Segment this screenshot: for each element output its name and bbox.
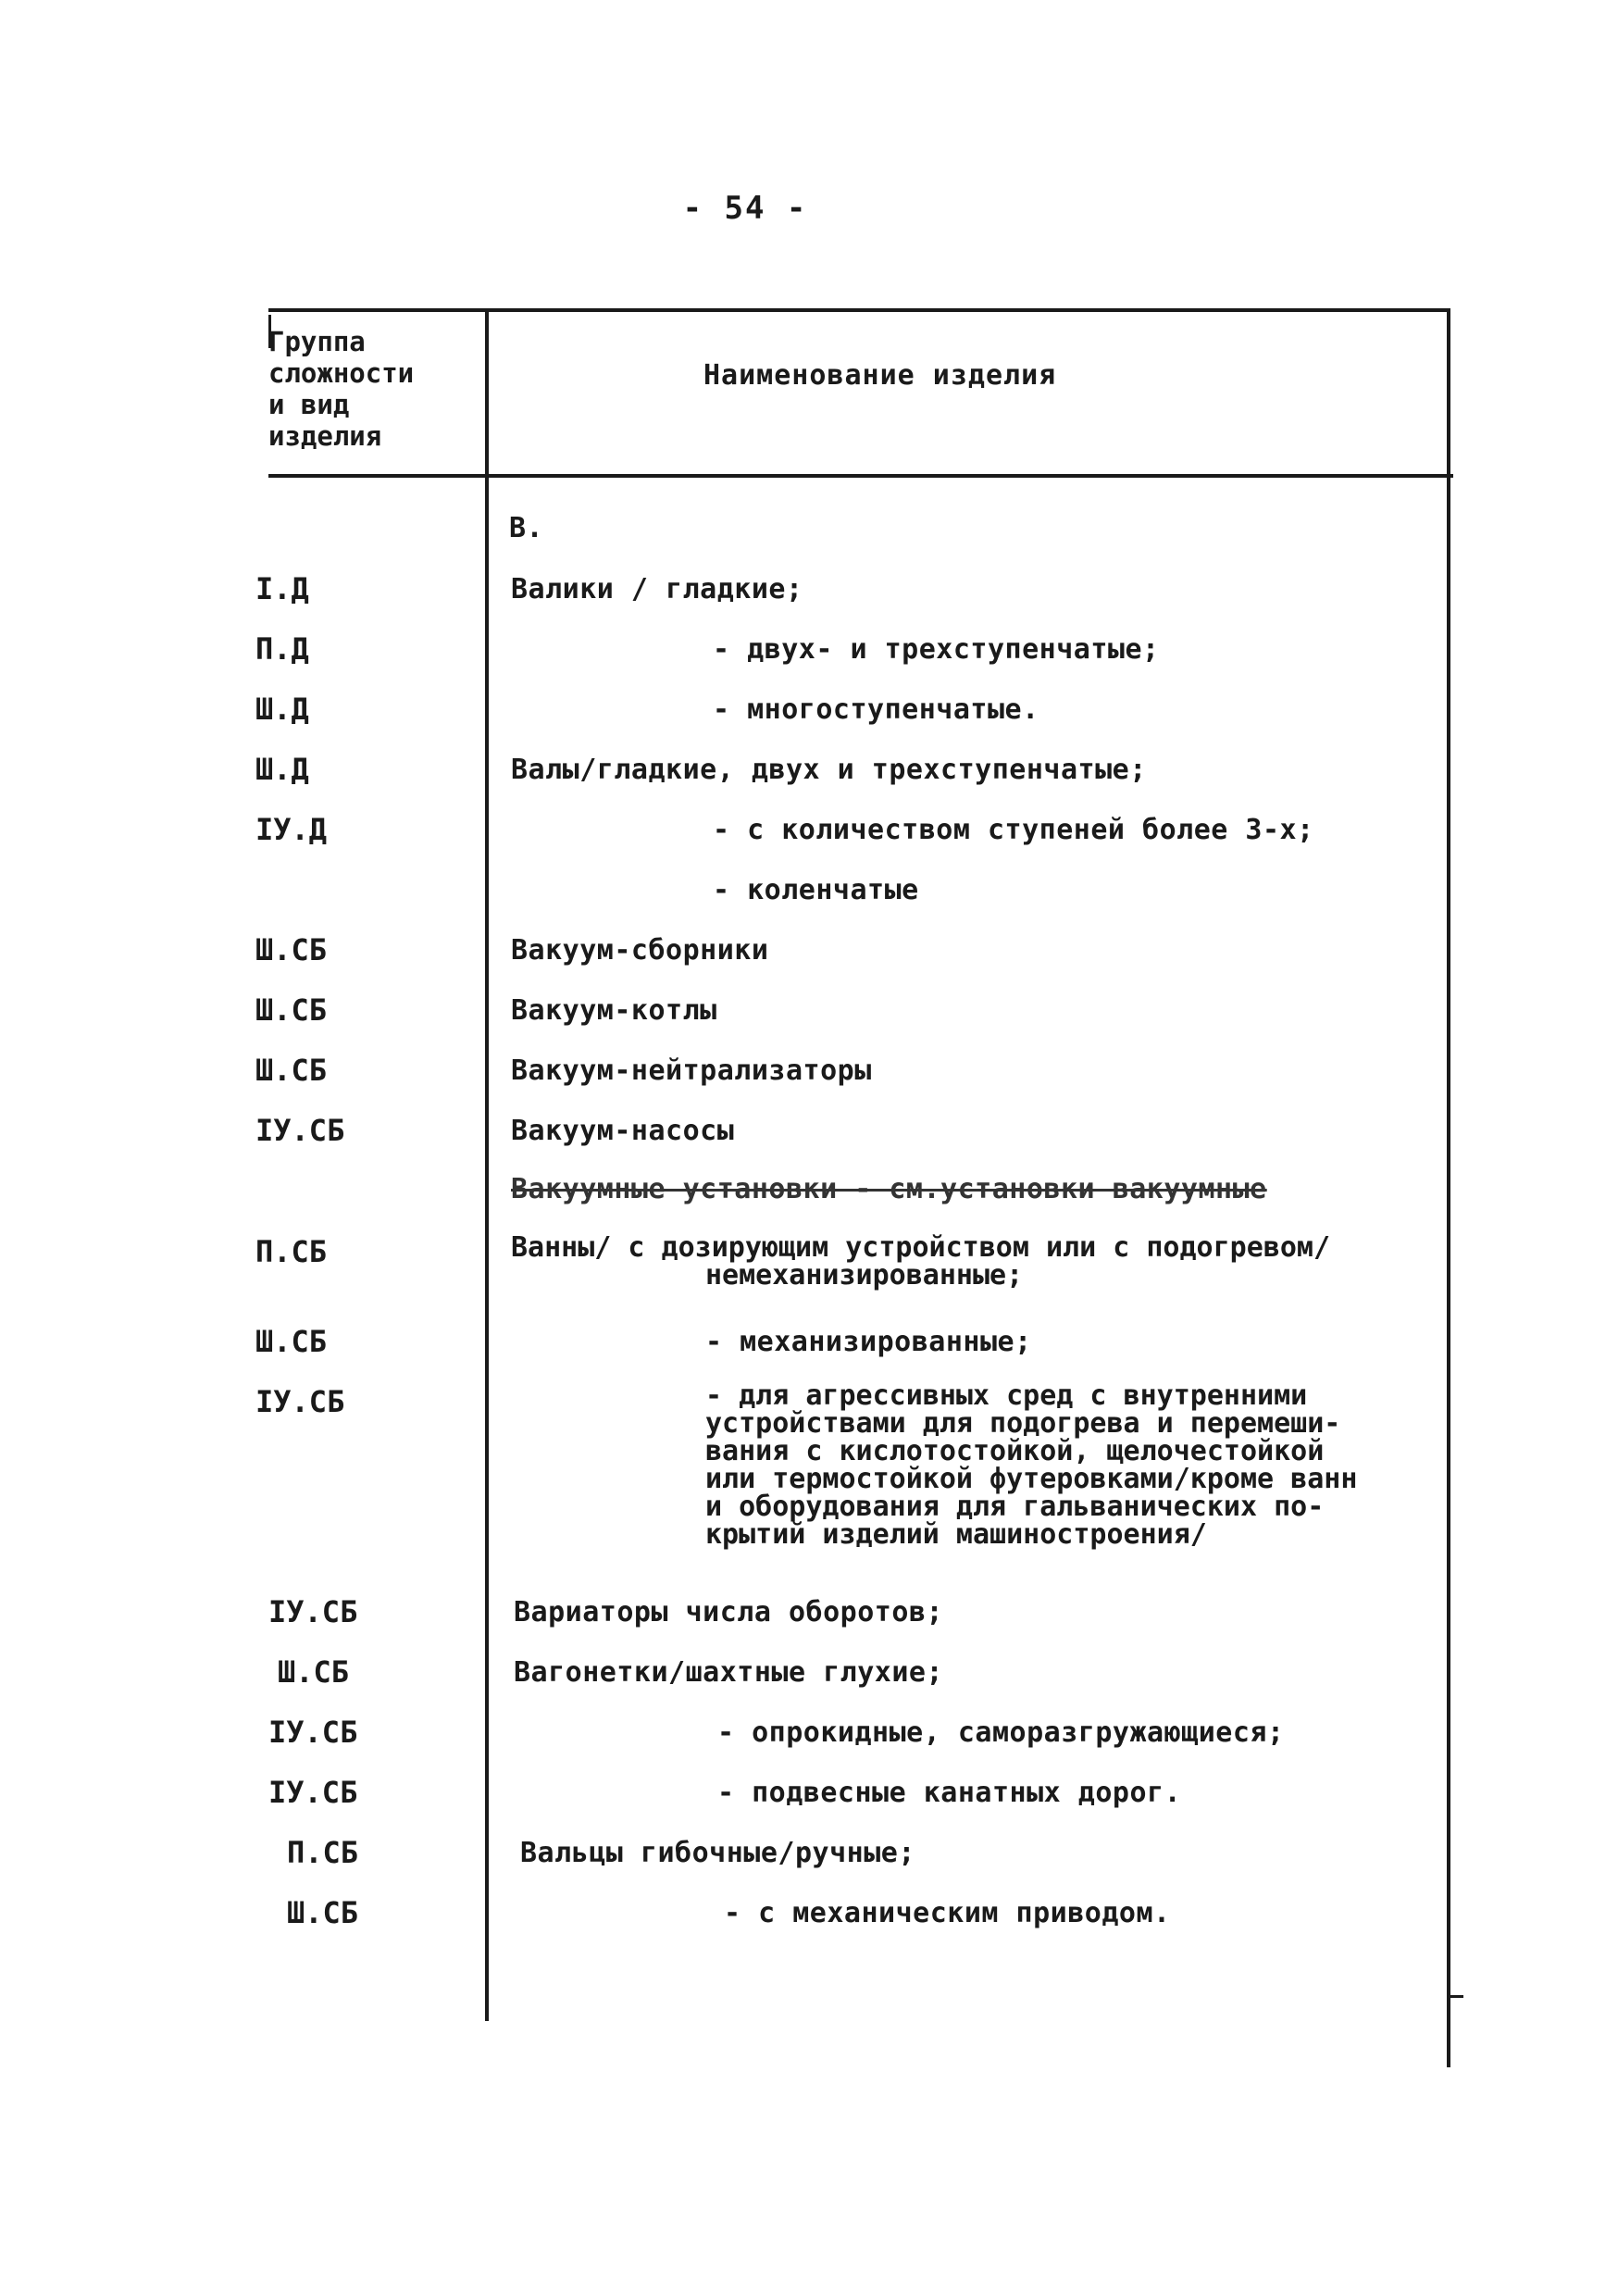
row-17-code: IУ.СБ <box>268 1715 358 1750</box>
row-11-text: Вакуумные установки - см.установки вакуумные <box>511 1173 1267 1205</box>
header-left-line-2: сложности <box>268 357 415 389</box>
row-12-line-2: немеханизированные; <box>705 1259 1024 1292</box>
row-18-text: - подвесные канатных дорог. <box>717 1777 1182 1809</box>
header-left-line-3: и вид <box>268 389 350 420</box>
row-9-text: Вакуум-нейтрализаторы <box>511 1054 872 1087</box>
row-14-line-2: устройствами для подогрева и перемеши- <box>705 1407 1341 1440</box>
row-6-text: - коленчатые <box>713 874 919 906</box>
row-2-code: П.Д <box>255 631 309 667</box>
row-1-code: I.Д <box>255 571 309 606</box>
row-7-code: Ш.СБ <box>255 932 328 967</box>
row-8-code: Ш.СБ <box>255 992 328 1028</box>
row-8-text: Вакуум-котлы <box>511 994 717 1027</box>
table-right-border <box>1447 308 1450 2067</box>
table-top-rule <box>268 308 1449 312</box>
row-13-code: Ш.СБ <box>255 1324 328 1359</box>
row-5-code: IУ.Д <box>255 812 328 847</box>
row-12-line-1: Ванны/ с дозирующим устройством или с подогревом/ <box>511 1231 1331 1264</box>
row-19-text: Вальцы гибочные/ручные; <box>520 1837 915 1869</box>
row-12-code: П.СБ <box>255 1234 328 1269</box>
section-letter: В. <box>509 512 544 544</box>
row-14-line-1: - для агрессивных сред с внутренними <box>705 1379 1308 1412</box>
header-group-column <box>268 326 414 452</box>
row-14-line-4: или термостойкой футеровками/кроме ванн <box>705 1463 1358 1495</box>
row-3-text: - многоступенчатые. <box>713 693 1039 726</box>
row-13-text: - механизированные; <box>705 1326 1032 1358</box>
row-5-text: - с количеством ступеней более 3-х; <box>713 814 1314 846</box>
header-left-line-1: Группа <box>268 326 366 357</box>
row-4-text: Валы/гладкие, двух и трехступенчатые; <box>511 754 1147 786</box>
row-10-code: IУ.СБ <box>255 1113 345 1148</box>
row-4-code: Ш.Д <box>255 752 309 787</box>
row-16-text: Вагонетки/шахтные глухие; <box>514 1656 944 1689</box>
row-20-code: Ш.СБ <box>287 1895 359 1930</box>
row-18-code: IУ.СБ <box>268 1775 358 1810</box>
header-name-column: Наименование изделия <box>703 359 1057 392</box>
row-14-text <box>705 1379 1358 1551</box>
header-bottom-rule <box>268 474 1453 478</box>
row-12-text <box>511 1231 1331 1292</box>
row-17-text: - опрокидные, саморазгружающиеся; <box>717 1716 1285 1749</box>
row-15-code: IУ.СБ <box>268 1594 358 1629</box>
row-7-text: Вакуум-сборники <box>511 934 769 967</box>
row-14-line-3: вания с кислотостойкой, щелочестойкой <box>705 1435 1325 1467</box>
column-divider <box>485 308 489 2021</box>
header-left-line-4: изделия <box>268 420 382 452</box>
row-3-code: Ш.Д <box>255 692 309 727</box>
row-9-code: Ш.СБ <box>255 1053 328 1088</box>
row-10-text: Вакуум-насосы <box>511 1115 735 1147</box>
row-16-code: Ш.СБ <box>278 1654 350 1690</box>
row-1-text: Валики / гладкие; <box>511 573 803 605</box>
right-edge-tick <box>1447 1995 1463 1998</box>
row-15-text: Вариаторы числа оборотов; <box>514 1596 944 1628</box>
page-number: - 54 - <box>682 190 808 227</box>
row-14-line-5: и оборудования для гальванических по- <box>705 1491 1325 1523</box>
row-2-text: - двух- и трехступенчатые; <box>713 633 1160 666</box>
row-19-code: П.СБ <box>287 1835 359 1870</box>
row-20-text: - с механическим приводом. <box>724 1897 1171 1929</box>
row-14-code: IУ.СБ <box>255 1384 345 1419</box>
row-14-line-6: крытий изделий машиностроения/ <box>705 1518 1207 1551</box>
